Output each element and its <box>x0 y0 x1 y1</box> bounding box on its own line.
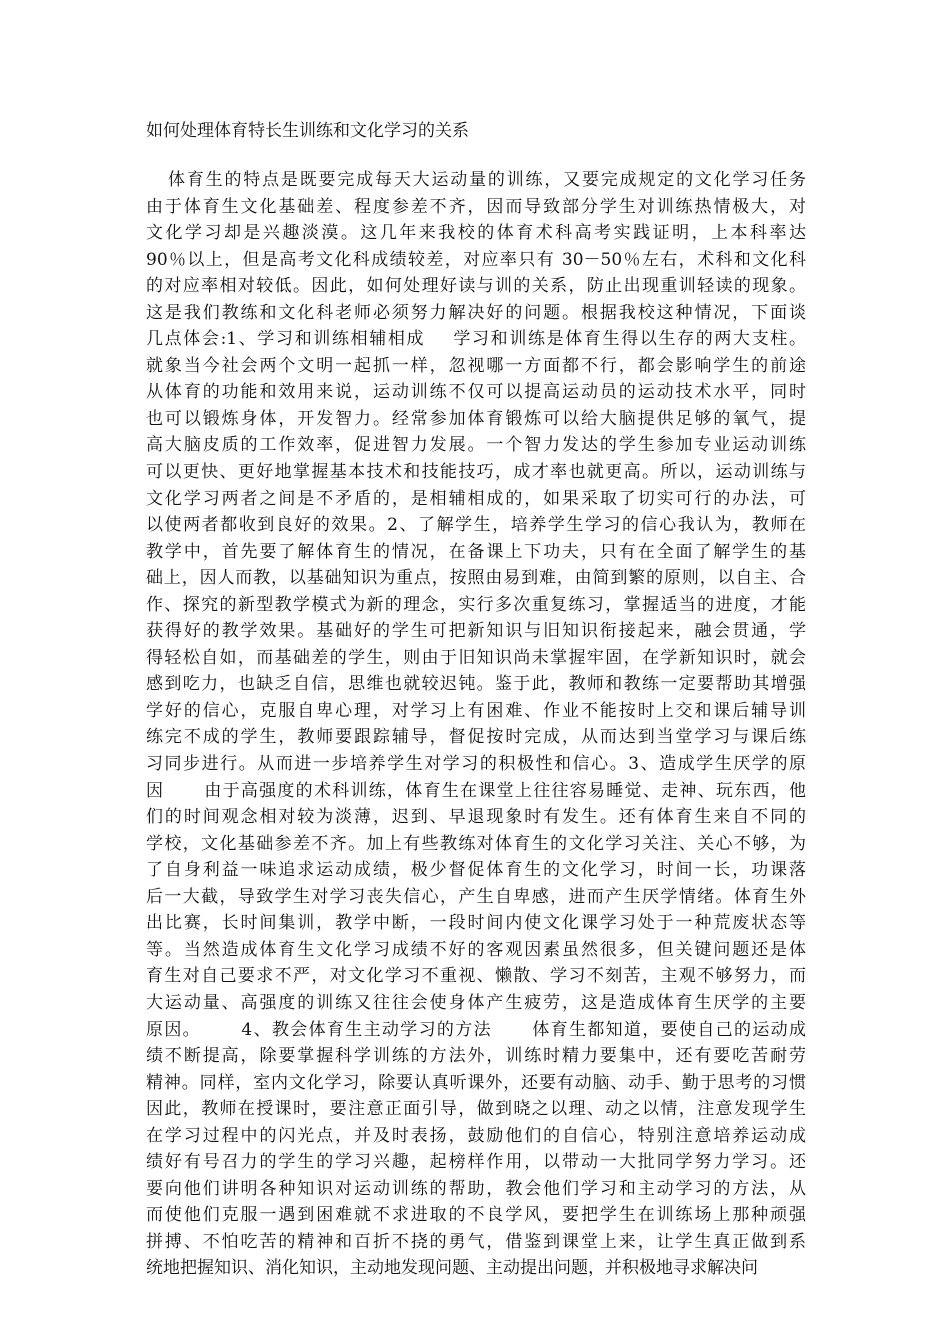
body-text-line: 也可以锻炼身体，开发智力。经常参加体育锻炼可以给大脑提供足够的氧气，提 <box>146 408 806 429</box>
body-text-line: 精神。同样，室内文化学习，除要认真听课外，还要有动脑、动手、勤于思考的习惯 <box>146 1072 806 1093</box>
document-body <box>146 167 806 1282</box>
body-text-line: 由于体育生文化基础差、程度参差不齐，因而导致部分学生对训练热情极大，对 <box>146 196 806 217</box>
body-text-line: 在学习过程中的闪光点，并及时表扬，鼓励他们的自信心，特别注意培养运动成 <box>146 1125 806 1146</box>
document-title: 如何处理体育特长生训练和文化学习的关系 <box>146 121 469 141</box>
body-text-line: 得轻松自如，而基础差的学生，则由于旧知识尚未掌握牢固，在学新知识时，就会 <box>146 647 806 668</box>
body-text-line: 拼搏、不怕吃苦的精神和百折不挠的勇气，借鉴到课堂上来，让学生真正做到系 <box>146 1231 806 1252</box>
body-text-line: 了自身利益一味追求运动成绩，极少督促体育生的文化学习，时间一长，功课落 <box>146 860 806 881</box>
body-text-line: 统地把握知识、消化知识，主动地发现问题、主动提出问题，并积极地寻求解决问 <box>146 1258 758 1279</box>
body-text-line: 学好的信心，克服自卑心理，对学习上有困难、作业不能按时上交和课后辅导训 <box>146 700 806 721</box>
body-text-line: 习同步进行。从而进一步培养学生对学习的积极性和信心。3、造成学生厌学的原 <box>146 754 806 775</box>
body-text-line: 而使他们克服一遇到困难就不求进取的不良学风，要把学生在训练场上那种顽强 <box>146 1205 806 1226</box>
body-text-line: 这是我们教练和文化科老师必须努力解决好的问题。根据我校这种情况，下面谈 <box>146 302 806 323</box>
body-text-line: 础上，因人而教，以基础知识为重点，按照由易到难，由简到繁的原则，以自主、合 <box>146 568 806 589</box>
body-text-line: 体育生的特点是既要完成每天大运动量的训练，又要完成规定的文化学习任务 <box>168 170 806 190</box>
body-text-line: 感到吃力，也缺乏自信，思维也就较迟钝。鉴于此，教师和教练一定要帮助其增强 <box>146 674 806 695</box>
body-text-line: 作、探究的新型教学模式为新的理念，实行多次重复练习，掌握适当的进度，才能 <box>146 594 806 615</box>
body-text-line: 从体育的功能和效用来说，运动训练不仅可以提高运动员的运动技术水平，同时 <box>146 382 806 403</box>
body-text-line: 绩不断提高，除要掌握科学训练的方法外，训练时精力要集中，还有要吃苦耐劳 <box>146 1046 806 1067</box>
body-text-line: 大运动量、高强度的训练又往往会使身体产生疲劳，这是造成体育生厌学的主要 <box>146 992 806 1013</box>
body-text-line: 高大脑皮质的工作效率，促进智力发展。一个智力发达的学生参加专业运动训练 <box>146 435 806 456</box>
body-text-line: 练完不成的学生，教师要跟踪辅导，督促按时完成，从而达到当堂学习与课后练 <box>146 727 806 748</box>
body-text-line: 文化学习两者之间是不矛盾的，是相辅相成的，如果采取了切实可行的办法，可 <box>146 488 806 509</box>
body-text-line: 教学中，首先要了解体育生的情况，在备课上下功夫，只有在全面了解学生的基 <box>146 541 806 562</box>
body-text-line: 学校，文化基础参差不齐。加上有些教练对体育生的文化学习关注、关心不够，为 <box>146 833 806 854</box>
body-text-line: 可以更快、更好地掌握基本技术和技能技巧，成才率也就更高。所以，运动训练与 <box>146 462 806 483</box>
body-text-line: 的对应率相对较低。因此，如何处理好读与训的关系，防止出现重训轻读的现象。 <box>146 276 806 297</box>
body-text-line: 获得好的教学效果。基础好的学生可把新知识与旧知识衔接起来，融会贯通，学 <box>146 621 806 642</box>
body-text-line: 要向他们讲明各种知识对运动训练的帮助，教会他们学习和主动学习的方法，从 <box>146 1178 806 1199</box>
body-text-line: 因 由于高强度的术科训练，体育生在课堂上往往容易睡觉、走神、玩东西，他 <box>146 780 806 801</box>
body-text-line: 育生对自己要求不严，对文化学习不重视、懒散、学习不刻苦，主观不够努力，而 <box>146 966 806 987</box>
body-text-line: 因此，教师在授课时，要注意正面引导，做到晓之以理、动之以情，注意发现学生 <box>146 1099 806 1120</box>
body-text-line: 绩好有号召力的学生的学习兴趣，起榜样作用，以带动一大批同学努力学习。还 <box>146 1152 806 1173</box>
body-text-line: 原因。 4、教会体育生主动学习的方法 体育生都知道，要使自己的运动成 <box>146 1019 806 1040</box>
body-text-line: 几点体会:1、学习和训练相辅相成 学习和训练是体育生得以生存的两大支柱。 <box>146 329 806 350</box>
body-text-line: 就象当今社会两个文明一起抓一样，忽视哪一方面都不行，都会影响学生的前途 <box>146 355 806 376</box>
body-text-line: 们的时间观念相对较为淡薄，迟到、早退现象时有发生。还有体育生来自不同的 <box>146 807 806 828</box>
body-text-line: 等。当然造成体育生文化学习成绩不好的客观因素虽然很多，但关键问题还是体 <box>146 939 806 960</box>
body-text-line: 90％以上，但是高考文化科成绩较差，对应率只有 30－50％左右，术科和文化科 <box>146 249 806 270</box>
body-text-line: 文化学习却是兴趣淡漠。这几年来我校的体育术科高考实践证明，上本科率达 <box>146 223 806 244</box>
body-text-line: 以使两者都收到良好的效果。2、了解学生，培养学生学习的信心我认为，教师在 <box>146 515 806 536</box>
body-text-line: 出比赛，长时间集训，教学中断，一段时间内使文化课学习处于一种荒废状态等 <box>146 913 806 934</box>
body-text-line: 后一大截，导致学生对学习丧失信心，产生自卑感，进而产生厌学情绪。体育生外 <box>146 886 806 907</box>
